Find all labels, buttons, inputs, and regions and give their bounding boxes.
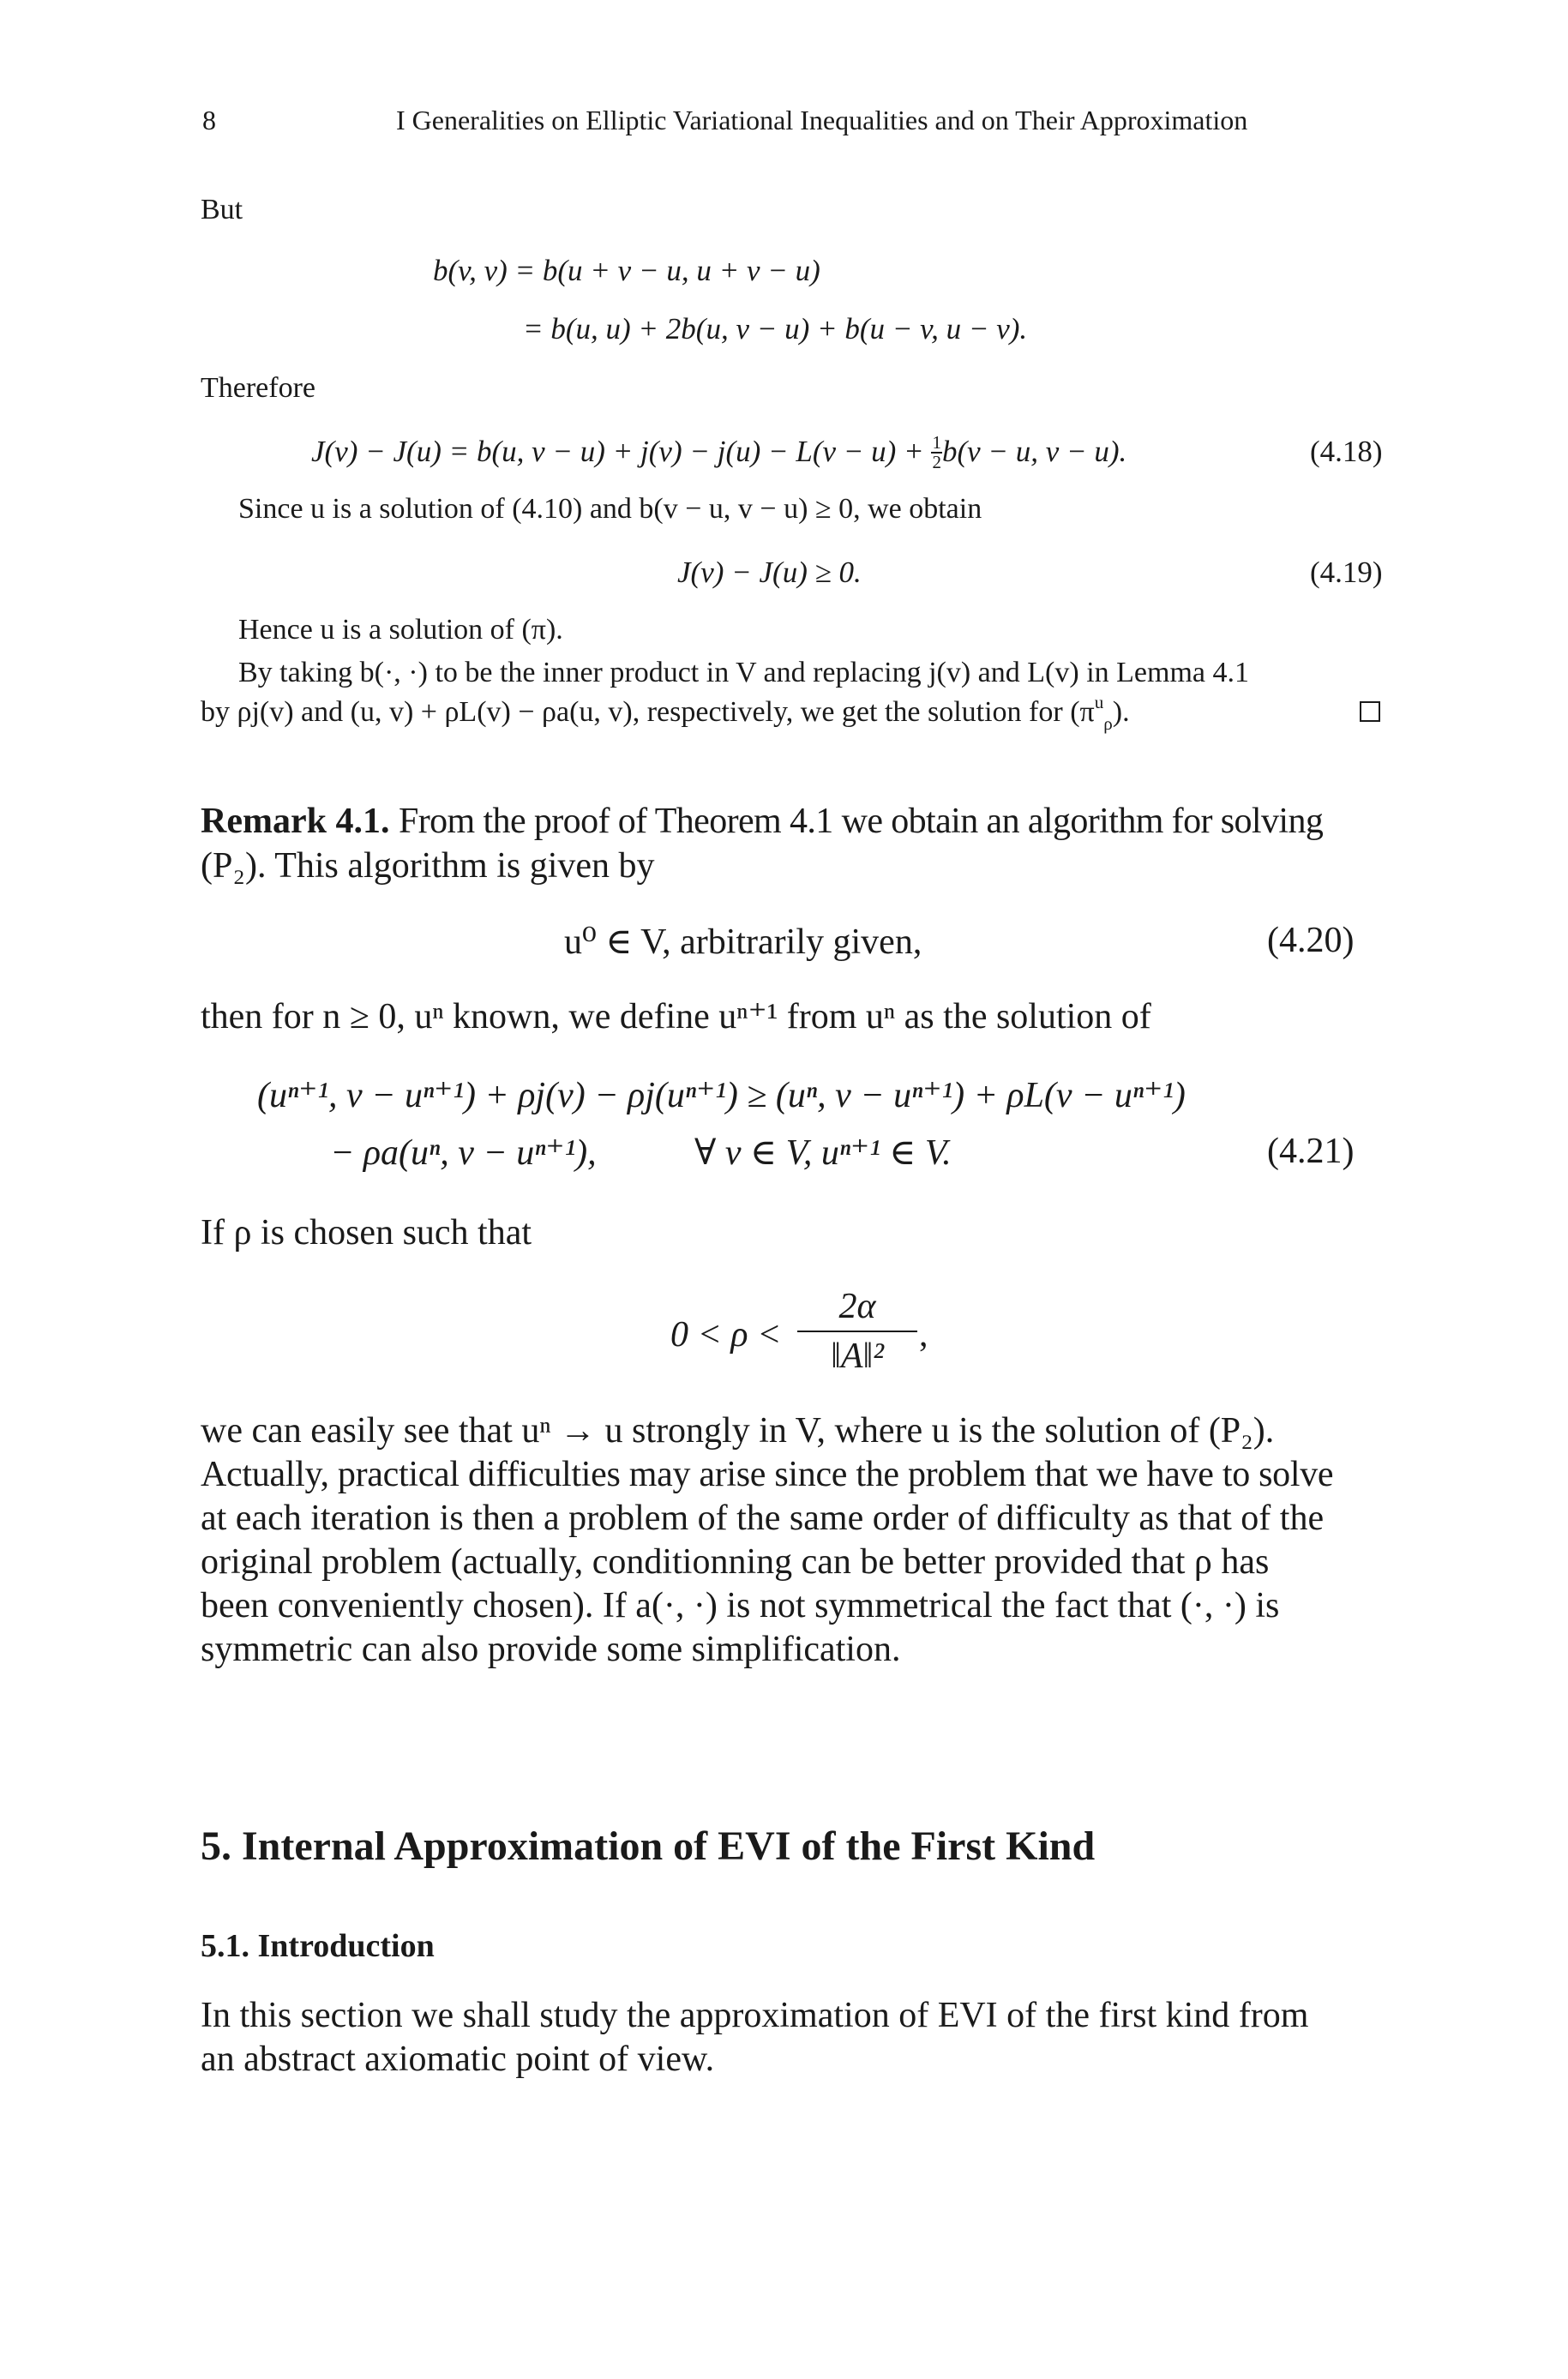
equation-number-4-20: (4.20)	[1267, 921, 1355, 960]
word-therefore: Therefore	[201, 372, 316, 404]
equation-4-21-line-2: − ρa(uⁿ, v − uⁿ⁺¹),	[330, 1133, 597, 1173]
remark-text-1: From the proof of Theorem 4.1 we obtain an algorithm for solving	[398, 802, 1324, 841]
paragraph-line: In this section we shall study the approximation of EVI of the first kind from	[201, 1996, 1309, 2035]
equation-number-4-18: (4.18)	[1310, 435, 1383, 468]
equation-number-4-19: (4.19)	[1310, 556, 1383, 589]
equation-b-line-2: = b(u, u) + 2b(u, v − u) + b(u − v, u − v).	[523, 312, 1028, 345]
rho-bound-comma: ,	[919, 1315, 928, 1355]
rho-bound-numerator: 2α	[797, 1286, 917, 1332]
one-half-fraction	[931, 431, 942, 472]
paragraph-line: we can easily see that uⁿ → u strongly in V, where u is the solution of (P₂).	[201, 1411, 1275, 1451]
paragraph-line: original problem (actually, conditionning can be better provided that ρ has	[201, 1542, 1270, 1582]
rho-bound-lhs: 0 < ρ <	[670, 1315, 782, 1355]
paragraph-line: symmetric can also provide some simplification.	[201, 1630, 901, 1669]
section-title: 5. Internal Approximation of EVI of the First Kind	[201, 1823, 1096, 1869]
remark-label: Remark 4.1.	[201, 802, 390, 841]
equation-4-18-rhs: b(v − u, v − u).	[941, 435, 1127, 468]
remark-line-2: (P₂). This algorithm is given by	[201, 846, 655, 886]
text-then-for: then for n ≥ 0, uⁿ known, we define uⁿ⁺¹ from uⁿ as the solution of	[201, 997, 1151, 1036]
text-since: Since u is a solution of (4.10) and b(v − u, v − u) ≥ 0, we obtain	[238, 493, 982, 525]
running-title: I Generalities on Elliptic Variational Inequalities and on Their Approximation	[396, 105, 1248, 135]
paragraph-line: at each iteration is then a problem of the same order of difficulty as that of the	[201, 1499, 1325, 1538]
text-by-taking-line-2	[201, 691, 1130, 734]
equation-4-21-line-2b: ∀ v ∈ V, uⁿ⁺¹ ∈ V.	[694, 1133, 952, 1173]
paragraph-convergence	[201, 1409, 1384, 1672]
remark-line-1	[201, 801, 1323, 842]
paragraph-line: Actually, practical difficulties may arise since the problem that we have to solve	[201, 1455, 1334, 1494]
equation-b-line-1: b(v, v) = b(u + v − u, u + v − u)	[433, 254, 820, 287]
text-if-rho: If ρ is chosen such that	[201, 1213, 532, 1253]
equation-number-4-21: (4.21)	[1267, 1132, 1355, 1171]
one-half-denominator: 2	[932, 451, 941, 472]
one-half-numerator: 1	[932, 431, 941, 453]
rho-bound-denominator: ‖A‖²	[831, 1337, 884, 1376]
text-hence: Hence u is a solution of (π).	[238, 614, 563, 646]
equation-4-18-lhs: J(v) − J(u) = b(u, v − u) + j(v) − j(u) − L(v − u) +	[311, 435, 932, 468]
subsection-title: 5.1. Introduction	[201, 1928, 435, 1964]
text-by-taking-line-2-body: by ρj(v) and (u, v) + ρL(v) − ρa(u, v), respectively, we get the solution for (π	[201, 696, 1095, 728]
pi-rho-sub: $^u_\rho$).	[1094, 691, 1130, 734]
paragraph-line: been conveniently chosen). If a(·, ·) is not symmetrical the fact that (·, ·) is	[201, 1586, 1280, 1625]
paragraph-intro	[201, 1994, 1384, 2082]
paragraph-line: an abstract axiomatic point of view.	[201, 2040, 715, 2079]
qed-box	[1360, 701, 1380, 722]
equation-4-18	[311, 431, 1127, 473]
page-number: 8	[202, 105, 216, 135]
rho-bound-fraction	[797, 1286, 917, 1377]
equation-4-21-line-1: (uⁿ⁺¹, v − uⁿ⁺¹) + ρj(v) − ρj(uⁿ⁺¹) ≥ (uⁿ, v − uⁿ⁺¹) + ρL(v − uⁿ⁺¹)	[257, 1076, 1186, 1115]
text-by-taking-line-1: By taking b(·, ·) to be the inner product in V and replacing j(v) and L(v) in Lemma 4.1	[238, 657, 1249, 688]
equation-4-19: J(v) − J(u) ≥ 0.	[677, 556, 862, 589]
word-but: But	[201, 194, 243, 225]
equation-4-20: u⁰ ∈ V, arbitrarily given,	[564, 922, 922, 962]
